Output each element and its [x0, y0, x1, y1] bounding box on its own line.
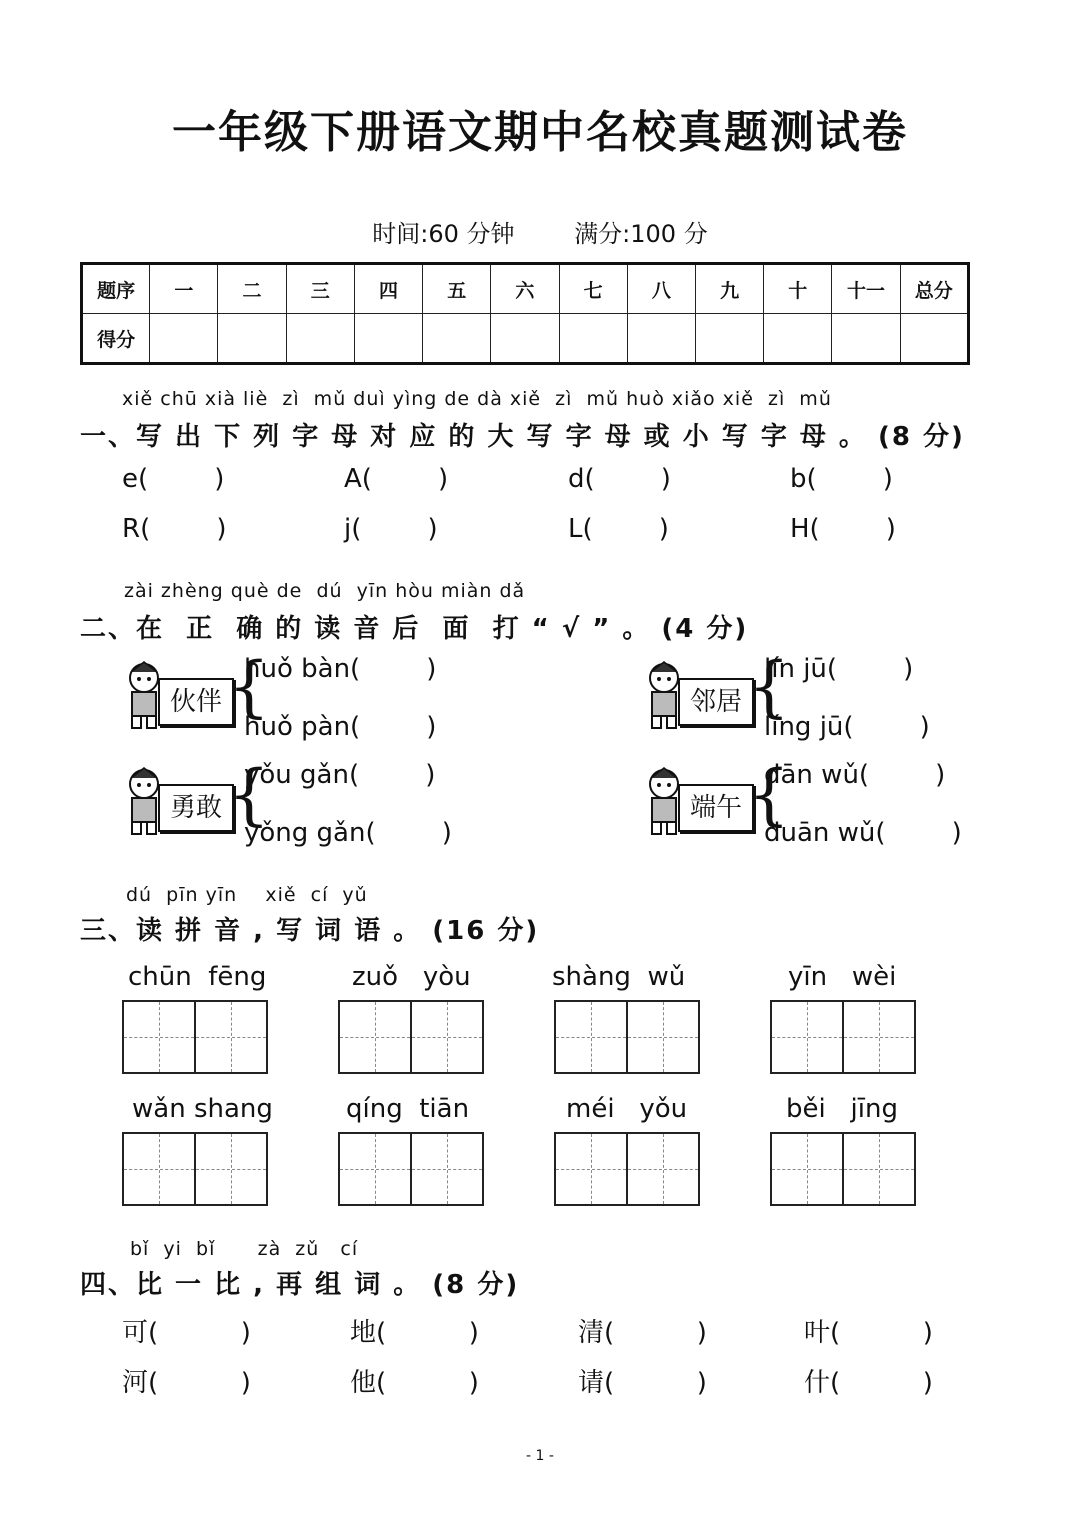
writing-grid[interactable]: [770, 1000, 916, 1074]
score-header: 三: [286, 264, 354, 314]
brace-icon: {: [228, 756, 270, 833]
brace-icon: {: [748, 648, 790, 725]
writing-grid[interactable]: [122, 1000, 268, 1074]
word-card: 勇敢: [158, 784, 234, 832]
letter-item[interactable]: j( ): [344, 514, 438, 544]
pronunciation-option[interactable]: dān wǔ( ): [764, 760, 946, 790]
score-cell[interactable]: [832, 314, 900, 364]
score-header: 四: [354, 264, 422, 314]
score-header: 十: [764, 264, 832, 314]
score-cell[interactable]: [900, 314, 968, 364]
pronunciation-group: [122, 660, 242, 740]
pinyin-prompt: wǎn shang: [132, 1094, 273, 1124]
time-limit: 时间:60 分钟: [372, 220, 515, 248]
score-header: 六: [491, 264, 559, 314]
score-cell[interactable]: [218, 314, 286, 364]
section2-pinyin: zài zhèng què de dú yīn hòu miàn dǎ: [124, 580, 526, 602]
pronunciation-group: [642, 660, 762, 740]
section3-heading: 三、读 拼 音 , 写 词 语 。 (16 分): [80, 916, 540, 946]
compare-item[interactable]: 请( ): [578, 1368, 707, 1398]
writing-grid[interactable]: [338, 1000, 484, 1074]
pronunciation-option[interactable]: huǒ pàn( ): [244, 712, 437, 742]
score-header: 二: [218, 264, 286, 314]
pronunciation-group: [122, 766, 242, 846]
score-header: 七: [559, 264, 627, 314]
score-cell[interactable]: [150, 314, 218, 364]
letter-item[interactable]: e( ): [122, 464, 225, 494]
section1-heading: 一、写 出 下 列 字 母 对 应 的 大 写 字 母 或 小 写 字 母 。 (8 分): [80, 422, 965, 452]
page-title: 一年级下册语文期中名校真题测试卷: [172, 107, 908, 158]
score-cell[interactable]: [559, 314, 627, 364]
compare-item[interactable]: 叶( ): [804, 1318, 933, 1348]
letter-item[interactable]: d( ): [568, 464, 671, 494]
section2-heading: 二、在 正 确 的 读 音 后 面 打 “ √ ” 。 (4 分): [80, 614, 749, 644]
word-card: 伙伴: [158, 678, 234, 726]
letter-item[interactable]: A( ): [344, 464, 449, 494]
section1-pinyin: xiě chū xià liè zì mǔ duì yìng de dà xiě zì mǔ huò xiǎo xiě zì mǔ: [122, 388, 832, 410]
pronunciation-option[interactable]: líng jū( ): [764, 712, 930, 742]
score-header: 一: [150, 264, 218, 314]
score-header: 五: [423, 264, 491, 314]
brace-icon: {: [228, 648, 270, 725]
pronunciation-option[interactable]: yǒng gǎn( ): [244, 818, 452, 848]
pronunciation-option[interactable]: huǒ bàn( ): [244, 654, 437, 684]
pronunciation-option[interactable]: lín jū( ): [764, 654, 914, 684]
pronunciation-group: [642, 766, 762, 846]
word-card: 端午: [678, 784, 754, 832]
score-table-header-row: [82, 264, 969, 314]
pinyin-prompt: qíng tiān: [346, 1094, 470, 1124]
letter-item[interactable]: L( ): [568, 514, 669, 544]
compare-item[interactable]: 可( ): [122, 1318, 251, 1348]
full-score: 满分:100 分: [574, 220, 708, 248]
pinyin-prompt: yīn wèi: [788, 962, 897, 992]
pronunciation-option[interactable]: duān wǔ( ): [764, 818, 962, 848]
score-cell[interactable]: [764, 314, 832, 364]
score-table: [80, 262, 970, 365]
pinyin-prompt: běi jīng: [786, 1094, 898, 1124]
score-cell[interactable]: [286, 314, 354, 364]
exam-meta: [0, 214, 1080, 249]
score-header: 九: [695, 264, 763, 314]
writing-grid[interactable]: [338, 1132, 484, 1206]
score-table-score-row: [82, 314, 969, 364]
section3-pinyin: dú pīn yīn xiě cí yǔ: [126, 884, 368, 906]
writing-grid[interactable]: [554, 1000, 700, 1074]
brace-icon: {: [748, 756, 790, 833]
score-cell[interactable]: [423, 314, 491, 364]
pinyin-prompt: chūn fēng: [128, 962, 267, 992]
compare-item[interactable]: 河( ): [122, 1368, 251, 1398]
score-header: 题序: [82, 264, 150, 314]
compare-item[interactable]: 地( ): [350, 1318, 479, 1348]
word-card: 邻居: [678, 678, 754, 726]
compare-item[interactable]: 他( ): [350, 1368, 479, 1398]
score-row-label: 得分: [82, 314, 150, 364]
page-number: - 1 -: [526, 1448, 554, 1464]
section4-heading: 四、比 一 比 , 再 组 词 。 (8 分): [80, 1270, 520, 1300]
letter-item[interactable]: R( ): [122, 514, 227, 544]
letter-item[interactable]: b( ): [790, 464, 893, 494]
score-cell[interactable]: [354, 314, 422, 364]
pinyin-prompt: méi yǒu: [566, 1094, 688, 1124]
writing-grid[interactable]: [122, 1132, 268, 1206]
letter-item[interactable]: H( ): [790, 514, 896, 544]
score-cell[interactable]: [491, 314, 559, 364]
pinyin-prompt: zuǒ yòu: [352, 962, 471, 992]
score-cell[interactable]: [627, 314, 695, 364]
score-header: 八: [627, 264, 695, 314]
pinyin-prompt: shàng wǔ: [552, 962, 686, 992]
compare-item[interactable]: 什( ): [804, 1368, 933, 1398]
score-cell[interactable]: [695, 314, 763, 364]
score-header: 总分: [900, 264, 968, 314]
pronunciation-option[interactable]: yǒu gǎn( ): [244, 760, 436, 790]
compare-item[interactable]: 清( ): [578, 1318, 707, 1348]
section4-pinyin: bǐ yi bǐ zà zǔ cí: [130, 1238, 359, 1260]
writing-grid[interactable]: [554, 1132, 700, 1206]
score-header: 十一: [832, 264, 900, 314]
writing-grid[interactable]: [770, 1132, 916, 1206]
